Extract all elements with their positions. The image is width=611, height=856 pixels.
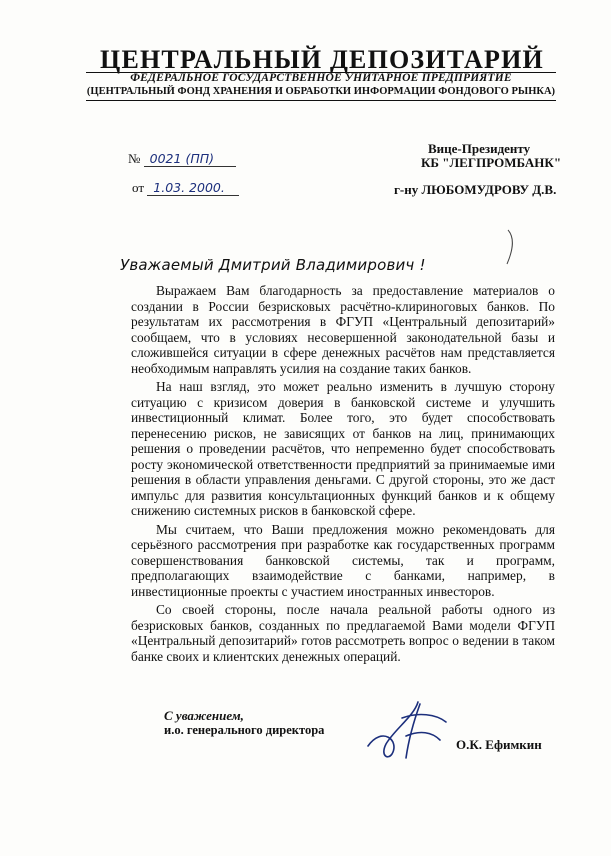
reference-number-label: № — [128, 151, 141, 166]
addressee-name: г-ну ЛЮБОМУДРОВУ Д.В. — [394, 182, 557, 197]
letter-body — [131, 283, 555, 667]
signer-title: и.о. генерального директора — [164, 723, 325, 737]
addressee-company: КБ "ЛЕГПРОМБАНК" — [421, 155, 562, 170]
signer-name: О.К. Ефимкин — [456, 737, 542, 752]
pen-mark — [505, 228, 519, 268]
closing: С уважением, — [164, 708, 244, 723]
reference-date-value: 1.03. 2000. — [147, 180, 239, 196]
letterhead-subtitle: ФЕДЕРАЛЬНОЕ ГОСУДАРСТВЕННОЕ УНИТАРНОЕ ПРЕДПРИЯТИЕ — [130, 72, 512, 84]
body-paragraph-4: Со своей стороны, после начала реальной работы одного из безрисковых банков, созданных по предлагаемой Вами модели ФГУП «Центральный депозитарий» готов рассмотреть вопрос о ведении в таком банке своих и клиентских денежных операций. — [131, 602, 555, 664]
reference-date-label: от — [132, 180, 145, 195]
reference-date-row — [132, 180, 239, 196]
letterhead-rule-bottom — [86, 100, 556, 101]
letterhead-title: ЦЕНТРАЛЬНЫЙ ДЕПОЗИТАРИЙ — [100, 45, 544, 74]
letterhead-subtitle-2: (ЦЕНТРАЛЬНЫЙ ФОНД ХРАНЕНИЯ И ОБРАБОТКИ ИНФОРМАЦИИ ФОНДОВОГО РЫНКА) — [86, 86, 556, 97]
handwritten-signature — [362, 696, 452, 766]
body-paragraph-2: На наш взгляд, это может реально изменить в лучшую сторону ситуацию с кризисом доверия в банковской системе и улучшить инвестиционный климат. Более того, это будет способствовать перенесению рисков, не зависящих от банков на лиц, принимающих решения о проведении расчётов, что непременно будет способствовать росту экономической ответственности предприятий за принимаемые ими решения в области управления деньгами. С другой стороны, это же даст импульс для развития консультационных функций банков и к общему снижению системных рисков в банковской сфере. — [131, 379, 555, 518]
body-paragraph-3: Мы считаем, что Ваши предложения можно рекомендовать для серьёзного рассмотрения при разработке как государственных программ совершенствования банковской системы, так и программ, предполагающих взаимодействие с банками, например, в инвестиционные проекты с участием иностранных инвесторов. — [131, 521, 555, 599]
body-paragraph-1: Выражаем Вам благодарность за предоставление материалов о создании в России безрисковых расчётно-клириноговых банков. По результатам их рассмотрения в ФГУП «Центральный депозитарий» сообщаем, что в условиях несовершенной законодательной базы и сложившейся ситуации в сфере денежных расчётов нам представляется необходимым направлять усилия на создание таких банков. — [131, 283, 555, 376]
reference-number-value: 0021 (ПП) — [144, 151, 236, 167]
reference-number-row — [128, 151, 236, 167]
addressee-position: Вице-Президенту — [428, 141, 531, 156]
salutation: Уважаемый Дмитрий Владимирович ! — [120, 256, 426, 274]
